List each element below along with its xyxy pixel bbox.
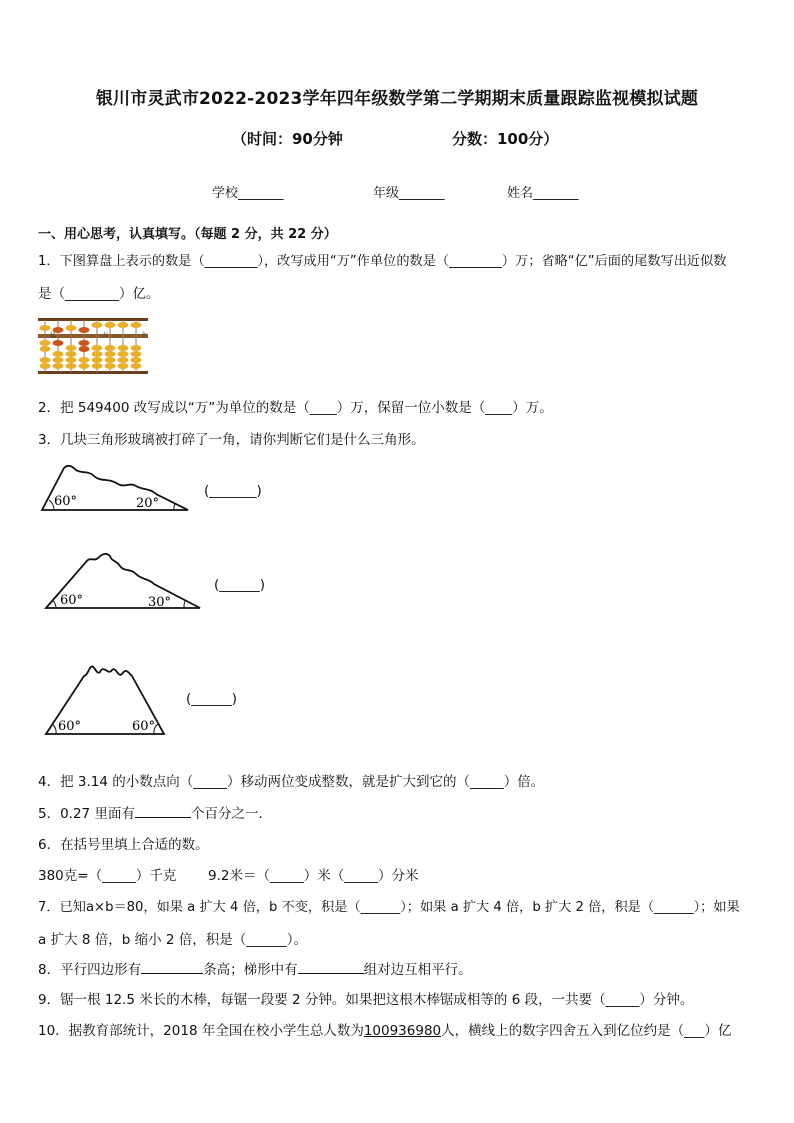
triangle-3-angle-right: 60° [132,719,156,734]
question-7-line1: 7．已知a×b＝80，如果 a 扩大 4 倍，b 不变，积是（______）；如果 a 扩大 4 倍，b 扩大 2 倍，积是（______）；如果 [38,900,740,915]
triangle-3-blank[interactable]: (______) [186,691,238,707]
abacus-bottom-frame [38,371,148,374]
question-4: 4．把 3.14 的小数点向（_____）移动两位变成整数，就是扩大到它的（_____）倍。 [38,774,545,790]
triangle-1-angle-right: 20° [136,496,160,511]
question-8 [38,958,472,978]
question-5 [38,802,263,822]
question-10-number: 100936980 [363,1023,442,1039]
school-field [212,182,284,201]
grade-blank[interactable]: _______ [399,186,445,201]
question-10 [38,1019,731,1039]
name-blank[interactable]: _______ [533,186,579,201]
question-9: 9．锯一根 12.5 米长的木棒，每锯一段要 2 分钟。如果把这根木棒锯成相等的 6 段，一共要（_____）分钟。 [38,992,694,1008]
question-5-blank[interactable] [135,803,191,818]
grade-field [373,182,445,201]
triangle-2-angle-left: 60° [60,593,84,608]
triangle-1-figure [38,460,198,516]
question-5-text-a: 5．0.27 里面有 [38,806,135,822]
triangle-1-angle-left: 60° [54,494,78,509]
school-label: 学校 [212,186,239,201]
question-2: 2．把 549400 改写成以“万”为单位的数是（____）万，保留一位小数是（____）万。 [38,400,553,416]
question-6: 6．在括号里填上合适的数。 [38,837,209,853]
question-8-text-b: 条高；梯形中有 [203,962,298,978]
school-blank[interactable]: _______ [238,186,284,201]
question-8-text-c: 组对边互相平行。 [363,962,472,978]
abacus-label-wan: 万 [102,332,109,339]
abacus-image [37,316,149,376]
triangle-2-angle-right: 30° [148,595,172,610]
question-6-part-b: 9.2米＝（_____）米（_____）分米 [208,868,419,884]
question-1-line1: 1．下图算盘上表示的数是（________），改写成用“万”作单位的数是（________）万；省略“亿”后面的尾数写出近似数 [38,254,727,269]
triangle-2-figure [40,548,210,614]
question-5-text-b: 个百分之一. [190,806,263,822]
page-title: 银川市灵武市2022-2023学年四年级数学第二学期期末质量跟踪监视模拟试题 [95,89,699,109]
name-label: 姓名 [507,186,534,201]
question-8-text-a: 8．平行四边形有 [38,962,142,978]
triangle-2-blank[interactable]: (______) [214,577,266,593]
question-8-blank-1[interactable] [141,959,203,974]
time-label: （时间：90分钟 [232,130,343,148]
abacus-top-frame [38,318,148,321]
triangle-3-angle-left: 60° [58,719,82,734]
triangle-3-figure [40,656,170,740]
question-6-part-a: 380克=（_____）千克 [38,868,177,884]
question-10-text-a: 10．据教育部统计，2018 年全国在校小学生总人数为 [38,1023,364,1039]
question-1-line2: 是（________）亿。 [38,286,160,302]
question-8-blank-2[interactable] [298,959,364,974]
score-label: 分数：100分） [452,130,559,148]
question-3: 3．几块三角形玻璃被打碎了一角，请你判断它们是什么三角形。 [38,432,425,448]
name-field [507,182,579,201]
abacus-label-ge: 个 [141,332,148,339]
section-heading: 一、用心思考，认真填写。（每题 2 分，共 22 分） [38,227,337,242]
question-7-line2: a 扩大 8 倍，b 缩小 2 倍，积是（______）。 [38,932,308,948]
abacus-label-yi: 亿 [50,332,57,339]
question-10-text-b: 人，横线上的数字四舍五入到亿位约是（___）亿 [441,1023,732,1039]
grade-label: 年级 [373,186,400,201]
triangle-1-blank[interactable]: (_______) [204,483,262,499]
